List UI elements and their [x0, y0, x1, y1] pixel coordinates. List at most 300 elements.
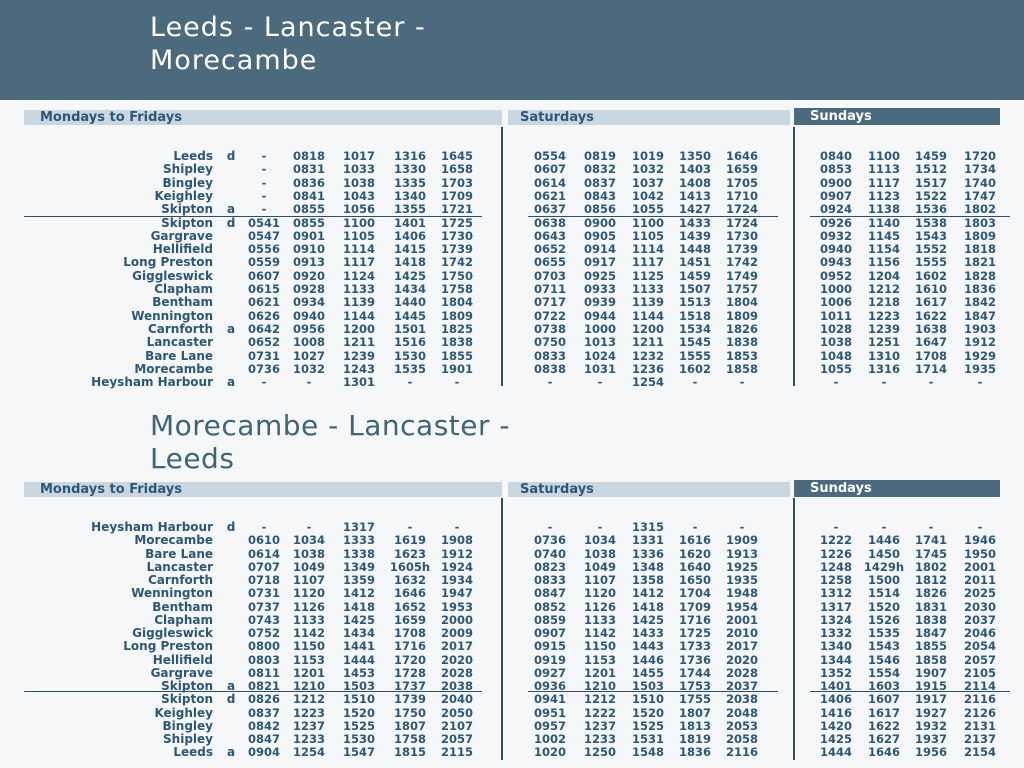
time-cell-saturday: 2048: [725, 706, 758, 720]
time-cell-saturday: 1836: [678, 745, 711, 759]
time-cell-weekday: 1017: [342, 149, 375, 163]
time-cell-weekday: 1709: [440, 189, 473, 203]
time-cell-saturday: 0852: [533, 600, 566, 614]
time-cell-weekday: 1953: [440, 600, 473, 614]
time-cell-saturday: 1037: [631, 176, 664, 190]
time-cell-saturday: 0832: [583, 162, 616, 176]
time-cell-sunday: 1802: [914, 560, 947, 574]
time-cell-weekday: 1144: [342, 309, 375, 323]
time-cell-saturday: 1448: [678, 242, 711, 256]
time-cell-sunday: 1248: [819, 560, 852, 574]
time-cell-weekday: 1033: [342, 162, 375, 176]
time-cell-sunday: 2030: [963, 600, 996, 614]
time-cell-weekday: 1133: [292, 613, 325, 627]
arrive-depart-marker: a: [226, 322, 236, 336]
time-cell-weekday: 0901: [292, 229, 325, 243]
time-cell-weekday: -: [306, 520, 312, 534]
time-cell-weekday: 0610: [247, 533, 280, 547]
time-cell-saturday: 1819: [678, 732, 711, 746]
time-cell-sunday: 1526: [867, 613, 900, 627]
time-cell-saturday: 1548: [631, 745, 664, 759]
time-cell-sunday: 1011: [819, 309, 852, 323]
time-cell-saturday: 2058: [725, 732, 758, 746]
time-cell-saturday: 0907: [533, 626, 566, 640]
time-cell-saturday: 1237: [583, 719, 616, 733]
time-cell-saturday: 1107: [583, 573, 616, 587]
time-cell-sunday: 1847: [963, 309, 996, 323]
time-cell-sunday: 1222: [819, 533, 852, 547]
time-cell-weekday: 0621: [247, 295, 280, 309]
time-cell-weekday: 1645: [440, 149, 473, 163]
time-cell-saturday: 0847: [533, 586, 566, 600]
time-cell-sunday: 1714: [914, 362, 947, 376]
time-cell-weekday: 1338: [342, 547, 375, 561]
time-cell-sunday: 1917: [914, 692, 947, 706]
station-name: Hellifield: [152, 653, 213, 667]
time-cell-sunday: 1915: [914, 679, 947, 693]
time-cell-sunday: 1352: [819, 666, 852, 680]
time-cell-weekday: 1725: [440, 216, 473, 230]
time-cell-saturday: 1710: [725, 189, 758, 203]
time-cell-weekday: 0910: [292, 242, 325, 256]
station-name: Skipton: [161, 679, 213, 693]
time-cell-sunday: 1536: [914, 202, 947, 216]
time-cell-saturday: 0652: [533, 242, 566, 256]
time-cell-saturday: 1408: [678, 176, 711, 190]
time-cell-sunday: 2105: [963, 666, 996, 680]
time-cell-weekday: 1440: [393, 295, 426, 309]
time-cell-saturday: 1640: [678, 560, 711, 574]
time-cell-weekday: 1501: [393, 322, 426, 336]
time-cell-weekday: 0920: [292, 269, 325, 283]
time-cell-saturday: 1804: [725, 295, 758, 309]
time-cell-weekday: 1107: [292, 573, 325, 587]
time-cell-sunday: 0943: [819, 255, 852, 269]
time-cell-sunday: 1000: [819, 282, 852, 296]
time-cell-saturday: 1133: [583, 613, 616, 627]
time-cell-saturday: 0740: [533, 547, 566, 561]
time-cell-weekday: 0541: [247, 216, 280, 230]
time-cell-sunday: 1212: [867, 282, 900, 296]
time-cell-weekday: 1445: [393, 309, 426, 323]
time-cell-weekday: 1737: [393, 679, 426, 693]
time-cell-weekday: 1043: [342, 189, 375, 203]
time-cell-sunday: 1223: [867, 309, 900, 323]
time-cell-saturday: 0738: [533, 322, 566, 336]
time-cell-saturday: 2010: [725, 626, 758, 640]
time-cell-weekday: 0737: [247, 600, 280, 614]
time-cell-saturday: 1117: [631, 255, 664, 269]
time-cell-weekday: 1924: [440, 560, 473, 574]
time-cell-sunday: 1932: [914, 719, 947, 733]
time-cell-saturday: 2028: [725, 666, 758, 680]
section-title-line: Morecambe - Lancaster -: [150, 409, 511, 442]
time-cell-weekday: 1038: [342, 176, 375, 190]
time-cell-sunday: 1740: [963, 176, 996, 190]
time-cell-saturday: -: [597, 375, 603, 389]
time-cell-weekday: 1750: [440, 269, 473, 283]
time-cell-saturday: 0833: [533, 573, 566, 587]
time-cell-weekday: 1441: [342, 639, 375, 653]
station-name: Clapham: [154, 282, 213, 296]
time-cell-sunday: 1543: [867, 639, 900, 653]
time-cell-weekday: 1142: [292, 626, 325, 640]
time-cell-sunday: 1420: [819, 719, 852, 733]
time-cell-sunday: 1444: [819, 745, 852, 759]
time-cell-saturday: 1418: [631, 600, 664, 614]
day-label-sunday: Sundays: [810, 109, 872, 124]
time-cell-weekday: 0826: [247, 692, 280, 706]
time-cell-weekday: 1153: [292, 653, 325, 667]
time-cell-saturday: 2116: [725, 745, 758, 759]
station-name: Wennington: [131, 586, 213, 600]
day-label-saturday: Saturdays: [520, 110, 594, 125]
time-cell-weekday: 1901: [440, 362, 473, 376]
time-cell-sunday: -: [928, 520, 934, 534]
time-cell-weekday: 1335: [393, 176, 426, 190]
time-cell-weekday: 1124: [342, 269, 375, 283]
time-cell-weekday: 1453: [342, 666, 375, 680]
time-cell-sunday: 1520: [867, 600, 900, 614]
time-cell-saturday: 1200: [631, 322, 664, 336]
time-cell-saturday: 0643: [533, 229, 566, 243]
time-cell-saturday: 0900: [583, 216, 616, 230]
time-cell-weekday: 1708: [393, 626, 426, 640]
time-cell-saturday: 1348: [631, 560, 664, 574]
time-cell-sunday: -: [881, 520, 887, 534]
time-cell-sunday: 1543: [914, 229, 947, 243]
time-cell-weekday: 1742: [440, 255, 473, 269]
time-cell-saturday: 1555: [678, 349, 711, 363]
time-cell-saturday: 0939: [583, 295, 616, 309]
time-cell-weekday: 1114: [342, 242, 375, 256]
arrive-depart-marker: d: [226, 692, 236, 706]
time-cell-saturday: 1201: [583, 666, 616, 680]
time-cell-sunday: 1847: [914, 626, 947, 640]
time-cell-saturday: 1525: [631, 719, 664, 733]
time-cell-weekday: 0731: [247, 586, 280, 600]
time-cell-saturday: 1139: [631, 295, 664, 309]
time-cell-saturday: 0933: [583, 282, 616, 296]
time-cell-saturday: 1935: [725, 573, 758, 587]
time-cell-saturday: 1425: [631, 613, 664, 627]
time-cell-weekday: 0803: [247, 653, 280, 667]
arrive-depart-marker: a: [226, 375, 236, 389]
time-cell-saturday: 1513: [678, 295, 711, 309]
time-cell-weekday: 1233: [292, 732, 325, 746]
time-cell-weekday: 1301: [342, 375, 375, 389]
time-cell-weekday: 0913: [292, 255, 325, 269]
time-cell-weekday: 0652: [247, 335, 280, 349]
time-cell-saturday: 1446: [631, 653, 664, 667]
time-cell-weekday: 1117: [342, 255, 375, 269]
time-cell-sunday: 2001: [963, 560, 996, 574]
time-cell-saturday: 1755: [678, 692, 711, 706]
time-cell-saturday: 0637: [533, 202, 566, 216]
time-cell-weekday: -: [454, 520, 460, 534]
time-cell-saturday: 1427: [678, 202, 711, 216]
time-cell-sunday: 1344: [819, 653, 852, 667]
time-cell-sunday: 1317: [819, 600, 852, 614]
time-cell-saturday: 1744: [678, 666, 711, 680]
time-cell-sunday: -: [977, 520, 983, 534]
time-cell-weekday: 1200: [342, 322, 375, 336]
time-cell-saturday: 0711: [533, 282, 566, 296]
time-cell-sunday: 1627: [867, 732, 900, 746]
time-cell-sunday: 1828: [963, 269, 996, 283]
station-name: Keighley: [154, 189, 213, 203]
time-cell-saturday: 1020: [533, 745, 566, 759]
time-cell-weekday: 1730: [440, 229, 473, 243]
time-cell-sunday: 2025: [963, 586, 996, 600]
time-cell-saturday: -: [739, 520, 745, 534]
time-cell-saturday: 0856: [583, 202, 616, 216]
time-cell-sunday: 1812: [914, 573, 947, 587]
time-cell-weekday: 0743: [247, 613, 280, 627]
time-cell-weekday: 1807: [393, 719, 426, 733]
time-cell-saturday: 1716: [678, 613, 711, 627]
time-cell-sunday: -: [977, 375, 983, 389]
time-cell-saturday: 1602: [678, 362, 711, 376]
time-cell-sunday: 1332: [819, 626, 852, 640]
time-cell-saturday: 2001: [725, 613, 758, 627]
station-name: Leeds: [173, 149, 213, 163]
time-cell-weekday: -: [261, 162, 267, 176]
time-cell-weekday: 1212: [292, 692, 325, 706]
time-cell-weekday: 1210: [292, 679, 325, 693]
time-cell-weekday: -: [261, 202, 267, 216]
time-cell-saturday: 1120: [583, 586, 616, 600]
time-cell-weekday: 1739: [393, 692, 426, 706]
arrive-depart-marker: a: [226, 679, 236, 693]
time-cell-weekday: 1716: [393, 639, 426, 653]
time-cell-sunday: -: [928, 375, 934, 389]
day-label-sunday: Sundays: [810, 481, 872, 496]
time-cell-saturday: 1144: [631, 309, 664, 323]
time-cell-saturday: 1459: [678, 269, 711, 283]
time-cell-weekday: 1632: [393, 573, 426, 587]
time-cell-saturday: 1236: [631, 362, 664, 376]
station-name: Bare Lane: [145, 349, 213, 363]
time-cell-saturday: 2053: [725, 719, 758, 733]
time-cell-sunday: 1429h: [863, 560, 905, 574]
time-cell-sunday: 1154: [867, 242, 900, 256]
time-cell-saturday: 1142: [583, 626, 616, 640]
station-name: Bentham: [152, 295, 213, 309]
time-cell-sunday: 1831: [914, 600, 947, 614]
time-cell-saturday: 1749: [725, 269, 758, 283]
time-cell-weekday: 0956: [292, 322, 325, 336]
time-cell-weekday: 1908: [440, 533, 473, 547]
time-cell-sunday: 1622: [867, 719, 900, 733]
time-cell-saturday: 1013: [583, 335, 616, 349]
time-cell-weekday: -: [261, 520, 267, 534]
time-cell-saturday: 1250: [583, 745, 616, 759]
time-cell-weekday: 1838: [440, 335, 473, 349]
time-cell-sunday: 1903: [963, 322, 996, 336]
time-cell-sunday: 1055: [819, 362, 852, 376]
time-cell-sunday: 1048: [819, 349, 852, 363]
time-cell-weekday: 1340: [393, 189, 426, 203]
time-cell-saturday: 0957: [533, 719, 566, 733]
time-cell-sunday: 2046: [963, 626, 996, 640]
time-cell-sunday: 1546: [867, 653, 900, 667]
time-cell-weekday: 0928: [292, 282, 325, 296]
time-cell-weekday: 1652: [393, 600, 426, 614]
time-cell-weekday: 1646: [393, 586, 426, 600]
time-cell-saturday: 0819: [583, 149, 616, 163]
station-name: Gargrave: [150, 666, 213, 680]
time-cell-weekday: -: [454, 375, 460, 389]
time-cell-weekday: 1126: [292, 600, 325, 614]
time-cell-saturday: 1909: [725, 533, 758, 547]
time-cell-weekday: 1510: [342, 692, 375, 706]
station-name: Lancaster: [146, 560, 213, 574]
time-cell-sunday: 0940: [819, 242, 852, 256]
time-cell-saturday: 0717: [533, 295, 566, 309]
time-cell-weekday: 1150: [292, 639, 325, 653]
station-name: Wennington: [131, 309, 213, 323]
time-cell-weekday: 0707: [247, 560, 280, 574]
time-cell-sunday: 1610: [914, 282, 947, 296]
time-cell-saturday: 1858: [725, 362, 758, 376]
day-label-weekday: Mondays to Fridays: [40, 110, 183, 125]
station-name: Leeds: [173, 745, 213, 759]
time-cell-weekday: 1120: [292, 586, 325, 600]
time-cell-sunday: 1251: [867, 335, 900, 349]
time-cell-saturday: 0919: [533, 653, 566, 667]
time-cell-saturday: 2038: [725, 692, 758, 706]
time-cell-sunday: 1937: [914, 732, 947, 746]
time-cell-weekday: 1355: [393, 202, 426, 216]
time-cell-weekday: 0559: [247, 255, 280, 269]
time-cell-saturday: -: [597, 520, 603, 534]
time-cell-sunday: 0907: [819, 189, 852, 203]
time-cell-saturday: 1724: [725, 216, 758, 230]
day-label-saturday: Saturdays: [520, 482, 594, 497]
arrive-depart-marker: a: [226, 745, 236, 759]
time-cell-saturday: 0607: [533, 162, 566, 176]
time-cell-weekday: 1530: [393, 349, 426, 363]
time-cell-saturday: 0843: [583, 189, 616, 203]
time-cell-saturday: 1125: [631, 269, 664, 283]
time-cell-saturday: 1545: [678, 335, 711, 349]
time-cell-saturday: 1809: [725, 309, 758, 323]
time-cell-sunday: 1312: [819, 586, 852, 600]
time-cell-weekday: 2057: [440, 732, 473, 746]
time-cell-weekday: 1034: [292, 533, 325, 547]
time-cell-sunday: 2137: [963, 732, 996, 746]
time-cell-weekday: 1425: [393, 269, 426, 283]
time-cell-weekday: 1401: [393, 216, 426, 230]
time-cell-sunday: 1858: [914, 653, 947, 667]
time-cell-weekday: 0831: [292, 162, 325, 176]
time-cell-sunday: -: [833, 520, 839, 534]
time-cell-saturday: 1439: [678, 229, 711, 243]
time-cell-weekday: 0934: [292, 295, 325, 309]
time-cell-saturday: 0614: [533, 176, 566, 190]
time-cell-weekday: 0818: [292, 149, 325, 163]
time-cell-sunday: 1907: [914, 666, 947, 680]
time-cell-sunday: 1802: [963, 202, 996, 216]
time-cell-saturday: 1739: [725, 242, 758, 256]
time-cell-weekday: 1056: [342, 202, 375, 216]
time-cell-sunday: 1425: [819, 732, 852, 746]
time-cell-saturday: 1826: [725, 322, 758, 336]
time-cell-weekday: 2038: [440, 679, 473, 693]
time-cell-saturday: 1114: [631, 242, 664, 256]
time-cell-sunday: 1038: [819, 335, 852, 349]
time-cell-weekday: 1825: [440, 322, 473, 336]
time-cell-sunday: 2114: [963, 679, 996, 693]
time-cell-weekday: 1415: [393, 242, 426, 256]
time-cell-saturday: 0703: [533, 269, 566, 283]
time-cell-weekday: 1520: [342, 706, 375, 720]
time-cell-saturday: 1659: [725, 162, 758, 176]
time-cell-saturday: 0750: [533, 335, 566, 349]
time-cell-sunday: 1145: [867, 229, 900, 243]
time-cell-sunday: 1113: [867, 162, 900, 176]
time-cell-weekday: -: [407, 520, 413, 534]
time-cell-sunday: 1836: [963, 282, 996, 296]
time-cell-saturday: -: [692, 520, 698, 534]
time-cell-sunday: 1855: [914, 639, 947, 653]
time-cell-saturday: 1233: [583, 732, 616, 746]
time-cell-sunday: 1818: [963, 242, 996, 256]
time-cell-sunday: 1416: [819, 706, 852, 720]
time-cell-saturday: 0837: [583, 176, 616, 190]
time-cell-weekday: 0811: [247, 666, 280, 680]
time-cell-sunday: 1117: [867, 176, 900, 190]
time-cell-saturday: 1024: [583, 349, 616, 363]
time-cell-weekday: 0607: [247, 269, 280, 283]
time-cell-sunday: 1821: [963, 255, 996, 269]
time-cell-sunday: 1603: [867, 679, 900, 693]
time-cell-saturday: 1358: [631, 573, 664, 587]
time-cell-weekday: 1105: [342, 229, 375, 243]
time-cell-sunday: 2116: [963, 692, 996, 706]
time-cell-saturday: 1034: [583, 533, 616, 547]
time-cell-saturday: 0736: [533, 533, 566, 547]
time-cell-weekday: 1133: [342, 282, 375, 296]
time-cell-weekday: 2040: [440, 692, 473, 706]
time-cell-weekday: 0614: [247, 547, 280, 561]
time-cell-sunday: 1741: [914, 533, 947, 547]
time-cell-sunday: 1316: [867, 362, 900, 376]
time-cell-saturday: 0917: [583, 255, 616, 269]
time-cell-sunday: 1552: [914, 242, 947, 256]
time-cell-weekday: 0836: [292, 176, 325, 190]
station-name: Carnforth: [147, 573, 213, 587]
time-cell-saturday: 1032: [631, 162, 664, 176]
time-cell-saturday: 0833: [533, 349, 566, 363]
time-cell-weekday: 1027: [292, 349, 325, 363]
time-cell-saturday: 1507: [678, 282, 711, 296]
time-cell-weekday: 0547: [247, 229, 280, 243]
time-cell-weekday: 1815: [393, 745, 426, 759]
time-cell-sunday: 1006: [819, 295, 852, 309]
time-cell-saturday: 0823: [533, 560, 566, 574]
time-cell-weekday: 1243: [342, 362, 375, 376]
time-cell-weekday: 1605h: [389, 560, 431, 574]
time-cell-saturday: 1000: [583, 322, 616, 336]
time-cell-sunday: 0952: [819, 269, 852, 283]
time-cell-sunday: 1028: [819, 322, 852, 336]
time-cell-sunday: 2037: [963, 613, 996, 627]
time-cell-weekday: 0642: [247, 322, 280, 336]
time-cell-weekday: 0731: [247, 349, 280, 363]
time-cell-saturday: -: [547, 520, 553, 534]
